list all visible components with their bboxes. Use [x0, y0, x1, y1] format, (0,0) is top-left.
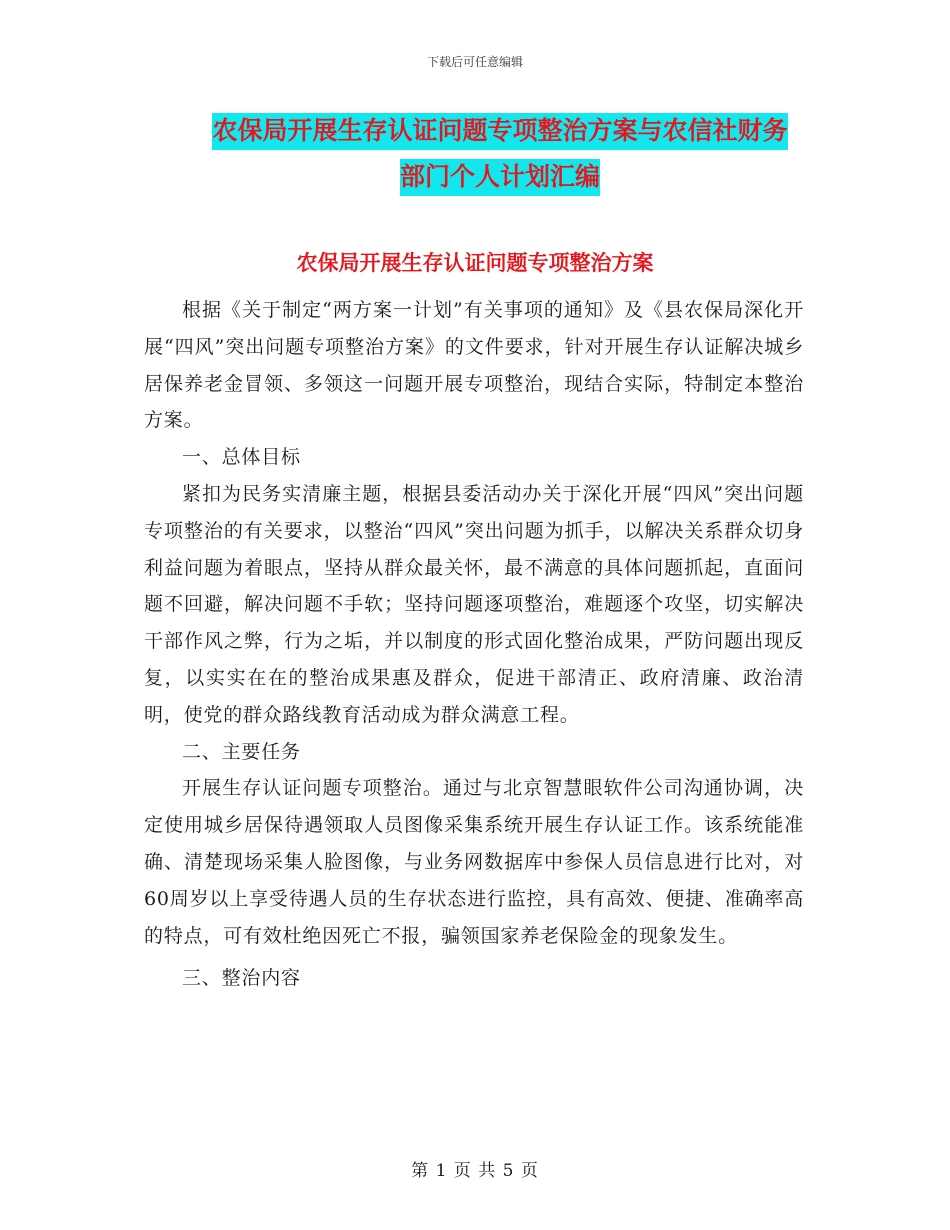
section-title: 农保局开展生存认证问题专项整治方案: [296, 251, 654, 275]
heading-rectification-content: 三、整治内容: [182, 967, 301, 990]
paragraph-main-tasks: 开展生存认证问题专项整治。通过与北京智慧眼软件公司沟通协调，决定使用城乡居保待遇领取人员图像采集系统开展生存认证工作。该系统能准确、清楚现场采集人脸图像，与业务网数据库中参保人员信息进行比对，对60周岁以上享受待遇人员的生存状态进行监控，具有高效、便捷、准确率高的特点，可有效杜绝因死亡不报，骗领国家养老保险金的现象发生。: [144, 777, 804, 947]
document-title-line-2: 部门个人计划汇编: [400, 159, 600, 196]
document-body: [144, 292, 804, 997]
paragraph-overall-goal: 紧扣为民务实清廉主题，根据县委活动办关于深化开展“四风”突出问题专项整治的有关要求，以整治“四风”突出问题为抓手，以解决关系群众切身利益问题为着眼点，坚持从群众最关怀，最不满意的具体问题抓起，直面问题不回避，解决问题不手软；坚持问题逐项整治，难题逐个攻坚，切实解决干部作风之弊，行为之垢，并以制度的形式固化整治成果，严防问题出现反复，以实实在在的整治成果惠及群众，促进干部清正、政府清廉、政治清明，使党的群众路线教育活动成为群众满意工程。: [144, 482, 804, 726]
paragraph-intro: 根据《关于制定“两方案一计划”有关事项的通知》及《县农保局深化开展“四风”突出问题专项整治方案》的文件要求，针对开展生存认证解决城乡居保养老金冒领、多领这一问题开展专项整治，现结合实际，特制定本整治方案。: [144, 299, 804, 432]
header-note: 下载后可任意编辑: [426, 55, 523, 69]
page-footer: 第 1 页 共 5 页: [411, 1161, 539, 1181]
heading-overall-goal: 一、总体目标: [182, 446, 301, 469]
document-title-line-1: 农保局开展生存认证问题专项整治方案与农信社财务: [212, 113, 787, 150]
heading-main-tasks: 二、主要任务: [182, 740, 301, 763]
document-title: [140, 108, 860, 200]
